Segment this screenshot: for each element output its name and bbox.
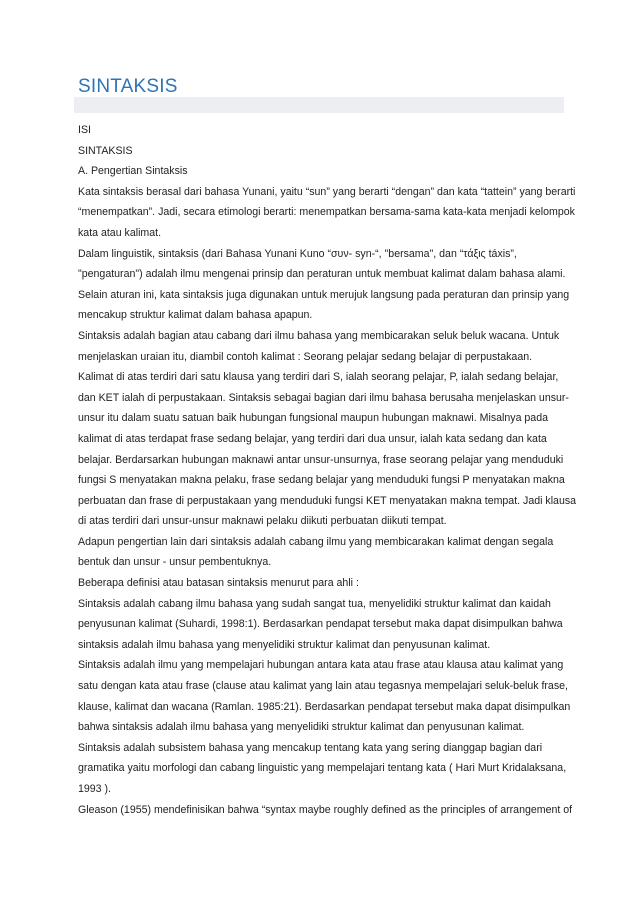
text-line: “menempatkan”. Jadi, secara etimologi berarti: menempatkan bersama-sama kata-kata menjadi kelompok [78,206,575,219]
text-line: gramatika yaitu morfologi dan cabang linguistic yang mempelajari tentang kata ( Hari Murt Kridalaksana, [78,762,567,775]
text-line: Beberapa definisi atau batasan sintaksis menurut para ahli : [78,577,359,590]
text-line: A. Pengertian Sintaksis [78,165,188,178]
text-line: perbuatan dan frase di perpustakaan yang menduduki fungsi KET menyatakan makna tempat. Jadi klausa [78,494,577,507]
text-line: Sintaksis adalah cabang ilmu bahasa yang sudah sangat tua, menyelidiki struktur kalimat dan kaidah [78,597,551,610]
text-line: kalimat di atas terdapat frase sedang belajar, yang terdiri dari dua unsur, ialah kata sedang dan kata [78,432,547,445]
text-line: Dalam linguistik, sintaksis (dari Bahasa Yunani Kuno “συν- syn-“, "bersama", dan “τάξις táxis”, [78,247,517,260]
text-line: Kata sintaksis berasal dari bahasa Yunani, yaitu “sun” yang berarti “dengan” dan kata “tattein” yang berarti [78,185,576,198]
text-line: Gleason (1955) mendefinisikan bahwa “syntax maybe roughly defined as the principles of arrangement of [78,803,573,816]
text-line: Sintaksis adalah subsistem bahasa yang mencakup tentang kata yang sering dianggap bagian dari [78,741,543,754]
text-line: "pengaturan") adalah ilmu mengenai prinsip dan peraturan untuk membuat kalimat dalam bahasa alami. [78,268,566,281]
text-line: bahwa sintaksis adalah ilmu bahasa yang menyelidiki struktur kalimat dan penyusunan kalimat. [78,721,525,734]
document-body [78,120,577,820]
document-title: SINTAKSIS [78,76,178,97]
text-line: penyusunan kalimat (Suhardi, 1998:1). Berdasarkan pendapat tersebut maka dapat disimpulkan bahwa [78,618,563,631]
text-line: Sintaksis adalah bagian atau cabang dari ilmu bahasa yang membicarakan seluk beluk wacana. Untuk [78,329,560,342]
text-line: sintaksis adalah ilmu bahasa yang menyelidiki struktur kalimat dan penyusunan kalimat. [78,638,491,651]
text-line: fungsi S menyatakan makna pelaku, frase sedang belajar yang menduduki fungsi P menyatakan makna [78,474,565,487]
text-line: ISI [78,124,91,136]
text-line: kata atau kalimat. [78,226,162,239]
text-line: SINTAKSIS [78,144,133,157]
title-underline-bar [74,97,564,113]
text-line: di atas terdiri dari unsur-unsur maknawi pelaku diikuti perbuatan diikuti tempat. [78,515,447,528]
text-line: Kalimat di atas terdiri dari satu klausa yang terdiri dari S, ialah seorang pelajar, P, ialah sedang belajar, [78,371,559,384]
text-line: mencakup struktur kalimat dalam bahasa apapun. [78,309,313,322]
text-line: satu dengan kata atau frase (clause atau kalimat yang lain atau tegasnya mempelajari seluk-beluk frase, [78,680,568,693]
text-line: Adapun pengertian lain dari sintaksis adalah cabang ilmu yang membicarakan kalimat dengan segala [78,535,554,548]
text-line: bentuk dan unsur - unsur pembentuknya. [78,556,272,569]
text-line: menjelaskan uraian itu, diambil contoh kalimat : Seorang pelajar sedang belajar di perpustakaan. [78,350,533,363]
text-line: unsur itu dalam suatu satuan baik hubungan fungsional maupun hubungan maknawi. Misalnya pada [78,412,548,425]
text-line: 1993 ). [78,783,111,795]
text-line: belajar. Berdarsarkan hubungan maknawi antar unsur-unsurnya, frase seorang pelajar yang menduduki [78,453,564,466]
text-line: klause, kalimat dan wacana (Ramlan. 1985:21). Berdasarkan pendapat tersebut maka dapat disimpulkan [78,700,571,713]
text-line: Selain aturan ini, kata sintaksis juga digunakan untuk merujuk langsung pada peraturan dan prinsip yang [78,288,570,301]
text-line: Sintaksis adalah ilmu yang mempelajari hubungan antara kata atau frase atau klausa atau kalimat yang [78,659,564,672]
text-line: dan KET ialah di perpustakaan. Sintaksis sebagai bagian dari ilmu bahasa berusaha menjelaskan unsur- [78,391,569,404]
